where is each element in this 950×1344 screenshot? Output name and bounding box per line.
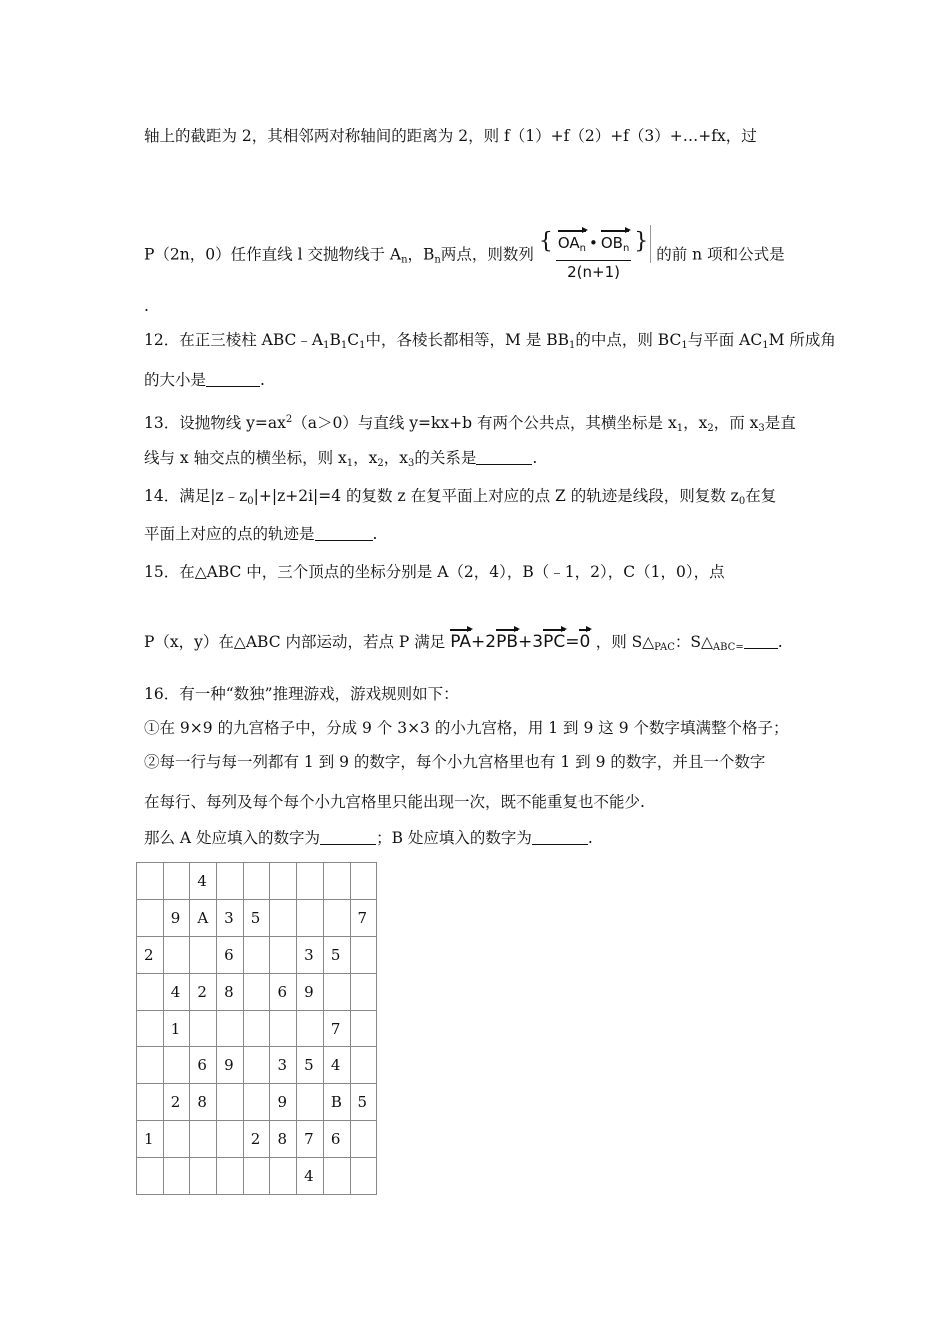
sudoku-cell — [190, 1010, 217, 1047]
continued-text-line-2: P（2n，0）任作直线 l 交抛物线于 $A_n$，$B_n$两点，则数列 { $\frac{OA_n • OB_n}{2(n+1)}$ } 的前 n 项和公式是 — [144, 227, 785, 284]
question-16-rule-2: ②每一行与每一列都有 1 到 9 的数字，每个小九宫格里也有 1 到 9 的数字，并且一个数字 — [144, 753, 766, 771]
question-12-line-1: 12．在正三棱柱 $ABC﹣A_1B_1C_1$中，各棱长都相等，M 是 $BB_1$的中点，则 $BC_1$与平面 $AC_1M$ 所成角 — [144, 331, 836, 351]
sudoku-cell — [217, 1158, 244, 1195]
sudoku-cell — [243, 973, 270, 1010]
sudoku-cell: 5 — [350, 1084, 377, 1121]
sudoku-cell — [137, 899, 164, 936]
sudoku-cell — [350, 936, 377, 973]
sudoku-cell — [163, 1047, 190, 1084]
sudoku-cell: 6 — [217, 936, 244, 973]
answer-blank — [744, 634, 778, 649]
sudoku-cell: 2 — [243, 1121, 270, 1158]
sudoku-cell: 7 — [323, 1010, 350, 1047]
answer-blank-b — [532, 830, 588, 845]
sudoku-cell: 9 — [217, 1047, 244, 1084]
sudoku-cell — [137, 973, 164, 1010]
sudoku-cell — [217, 1121, 244, 1158]
sudoku-cell — [323, 1158, 350, 1195]
sudoku-cell: 6 — [270, 973, 297, 1010]
question-12-line-2: 的大小是 . — [144, 371, 265, 389]
sudoku-cell — [243, 1084, 270, 1121]
sudoku-cell — [323, 863, 350, 900]
sudoku-row — [137, 863, 377, 900]
sudoku-cell — [270, 936, 297, 973]
sudoku-cell: 4 — [323, 1047, 350, 1084]
sudoku-cell — [137, 1047, 164, 1084]
sudoku-cell — [163, 1158, 190, 1195]
sudoku-cell: 5 — [323, 936, 350, 973]
continued-text-line-3: . — [144, 297, 149, 315]
sudoku-cell: 9 — [270, 1084, 297, 1121]
answer-blank-a — [320, 830, 376, 845]
sudoku-cell: 3 — [217, 899, 244, 936]
sudoku-cell: 2 — [163, 1084, 190, 1121]
sudoku-row — [137, 1010, 377, 1047]
sudoku-cell: 1 — [163, 1010, 190, 1047]
sudoku-cell: 2 — [137, 936, 164, 973]
sudoku-row — [137, 899, 377, 936]
sudoku-cell — [297, 899, 324, 936]
sudoku-cell: 5 — [297, 1047, 324, 1084]
question-15-line-2: P（x，y）在△ABC 内部运动，若点 P 满足 PA+2PB+3PC=0 ，则 $S\triangle_{PAC}$：$S\triangle_{ABC=}$ . — [144, 632, 783, 653]
sudoku-cell — [190, 1158, 217, 1195]
sudoku-grid — [136, 862, 377, 1195]
sudoku-row — [137, 1047, 377, 1084]
sudoku-cell: 7 — [297, 1121, 324, 1158]
sequence-formula: { $\frac{OA_n • OB_n}{2(n+1)}$ } — [539, 225, 651, 282]
sudoku-cell — [350, 1121, 377, 1158]
sudoku-cell — [350, 973, 377, 1010]
sudoku-cell — [297, 1010, 324, 1047]
sudoku-cell — [163, 936, 190, 973]
sudoku-cell: 6 — [190, 1047, 217, 1084]
sudoku-cell: 7 — [350, 899, 377, 936]
sudoku-cell — [350, 863, 377, 900]
sudoku-cell — [243, 1047, 270, 1084]
sudoku-cell — [270, 863, 297, 900]
sudoku-row — [137, 1084, 377, 1121]
sudoku-row — [137, 973, 377, 1010]
sudoku-cell — [270, 1010, 297, 1047]
sudoku-cell — [137, 1084, 164, 1121]
sudoku-cell: 3 — [297, 936, 324, 973]
sudoku-cell: 8 — [270, 1121, 297, 1158]
answer-blank — [206, 372, 260, 387]
sudoku-cell: 6 — [323, 1121, 350, 1158]
vector-equation: PA+2PB+3PC=0 — [450, 632, 591, 652]
sudoku-cell: 4 — [297, 1158, 324, 1195]
sudoku-cell — [243, 863, 270, 900]
question-13-line-1: 13．设抛物线 $y=ax^2(a>0)$与直线 y=kx+b 有两个公共点，其横坐标是 $x_1$，$x_2$，而 $x_3$是直 — [144, 414, 796, 434]
sudoku-cell — [270, 899, 297, 936]
question-16-rule-2-cont: 在每行、每列及每个每个小九宫格里只能出现一次，既不能重复也不能少. — [144, 793, 645, 811]
sudoku-cell: 1 — [137, 1121, 164, 1158]
question-14-line-1: 14．满足$|z﹣z_0|+|z+2i|=4$ 的复数 z 在复平面上对应的点 Z 的轨迹是线段，则复数 $z_0$在复 — [144, 487, 777, 507]
sudoku-cell — [243, 1010, 270, 1047]
sudoku-cell — [297, 863, 324, 900]
sudoku-row — [137, 1121, 377, 1158]
sudoku-row — [137, 1158, 377, 1195]
sudoku-cell — [323, 899, 350, 936]
question-14-line-2: 平面上对应的点的轨迹是 . — [144, 525, 378, 543]
sudoku-cell — [323, 973, 350, 1010]
sudoku-cell — [217, 863, 244, 900]
sudoku-cell — [163, 1121, 190, 1158]
sudoku-cell — [217, 1084, 244, 1121]
sudoku-cell: 2 — [190, 973, 217, 1010]
sudoku-cell — [137, 1158, 164, 1195]
sudoku-cell — [163, 863, 190, 900]
sudoku-row — [137, 936, 377, 973]
sudoku-cell — [350, 1010, 377, 1047]
question-15-line-1: 15．在△ABC 中，三个顶点的坐标分别是 A（2，4），B（﹣1，2），C（1，0），点 — [144, 563, 725, 581]
sudoku-cell: B — [323, 1084, 350, 1121]
sudoku-cell — [243, 1158, 270, 1195]
sudoku-cell — [350, 1158, 377, 1195]
sudoku-cell: 4 — [163, 973, 190, 1010]
sudoku-cell: 3 — [270, 1047, 297, 1084]
sudoku-cell: 5 — [243, 899, 270, 936]
sudoku-cell — [297, 1084, 324, 1121]
question-16-line-1: 16．有一种“数独”推理游戏，游戏规则如下： — [144, 685, 459, 703]
answer-blank — [476, 450, 532, 465]
question-16-prompt: 那么 A 处应填入的数字为 ；B 处应填入的数字为 . — [144, 829, 593, 847]
sudoku-cell: 8 — [217, 973, 244, 1010]
question-16-rule-1: ①在 9×9 的九宫格子中，分成 9 个 3×3 的小九宫格，用 1 到 9 这 9 个数字填满整个格子； — [144, 719, 789, 737]
question-13-line-2: 线与 x 轴交点的横坐标，则 $x_1$，$x_2$，$x_3$的关系是 . — [144, 449, 538, 469]
continued-text-line-1: 轴上的截距为 2，其相邻两对称轴间的距离为 2，则 f（1）+f（2）+f（3）+…+fx，过 — [144, 127, 757, 145]
answer-blank — [315, 526, 373, 541]
sudoku-cell: 4 — [190, 863, 217, 900]
sudoku-cell — [137, 1010, 164, 1047]
sudoku-cell — [190, 1121, 217, 1158]
sudoku-cell — [217, 1010, 244, 1047]
sudoku-cell: A — [190, 899, 217, 936]
sudoku-cell — [243, 936, 270, 973]
sudoku-cell — [350, 1047, 377, 1084]
sudoku-cell — [137, 863, 164, 900]
sudoku-cell — [270, 1158, 297, 1195]
sudoku-cell: 8 — [190, 1084, 217, 1121]
sudoku-cell — [190, 936, 217, 973]
sudoku-cell: 9 — [163, 899, 190, 936]
sudoku-cell: 9 — [297, 973, 324, 1010]
